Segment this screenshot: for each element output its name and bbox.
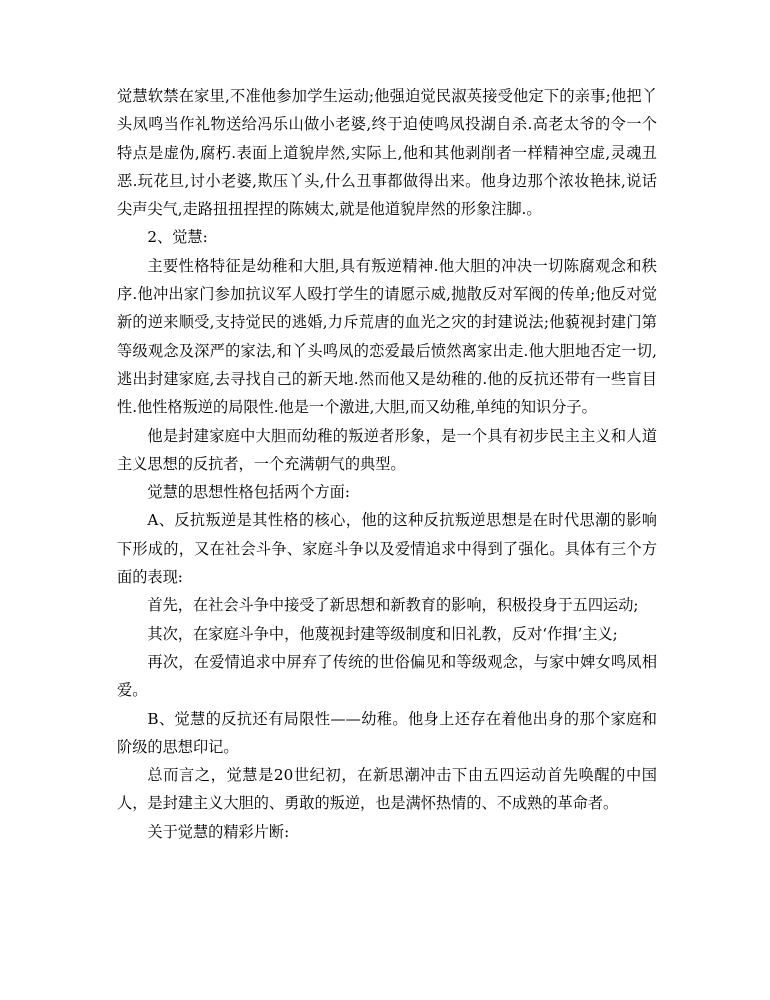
paragraph-excerpt-heading: 关于觉慧的精彩片断: bbox=[147, 822, 290, 841]
paragraph-two-aspects: 觉慧的思想性格包括两个方面: bbox=[147, 483, 350, 502]
paragraph-juehui-image: 他是封建家庭中大胆而幼稚的叛逆者形象，是一个具有初步民主主义和人道主义思想的反抗者，一个充满朝气的典型。 bbox=[117, 426, 657, 473]
paragraph-juehui-traits: 主要性格特征是幼稚和大胆,具有叛逆精神.他大胆的冲决一切陈腐观念和秩序.他冲出家门参加抗议军人殴打学生的请愿示威,抛散反对军阀的传单;他反对觉新的逆来顺受,支持觉民的逃婚,力斥荒唐的血光之灾的封建说法;他藐视封建门第等级观念及深严的家法,和丫头鸣凤的恋爱最后愤然离家出走.他大胆地否定一切,逃出封建家庭,去寻找自己的新天地.然而他又是幼稚的.他的反抗还带有一些盲目性.他性格叛逆的局限性.他是一个激进,大胆,而又幼稚,单纯的知识分子。 bbox=[117, 256, 657, 417]
paragraph-aspect-a: A、反抗叛逆是其性格的核心，他的这种反抗叛逆思想是在时代思潮的影响下形成的，又在社会斗争、家庭斗争以及爱情追求中得到了强化。具体有三个方面的表现: bbox=[117, 511, 657, 587]
paragraph-first: 首先，在社会斗争中接受了新思想和新教育的影响，积极投身于五四运动; bbox=[147, 596, 639, 615]
paragraph-second: 其次，在家庭斗争中，他蔑视封建等级制度和旧礼教，反对‘作揖’主义; bbox=[147, 624, 618, 643]
document-body bbox=[117, 82, 657, 846]
section-heading-juehui: 2、觉慧: bbox=[147, 228, 208, 247]
paragraph-gaolaotaiye-continued: 觉慧软禁在家里,不准他参加学生运动;他强迫觉民淑英接受他定下的亲事;他把丫头凤鸣当作礼物送给冯乐山做小老婆,终于迫使鸣凤投湖自杀.高老太爷的令一个特点是虚伪,腐朽.表面上道貌岸然,实际上,他和其他剥削者一样精神空虚,灵魂丑恶.玩花旦,讨小老婆,欺压丫头,什么丑事都做得出来。他身边那个浓妆艳抹,说话尖声尖气,走路扭扭捏捏的陈姨太,就是他道貌岸然的形象注脚.。 bbox=[117, 87, 657, 219]
paragraph-summary: 总而言之，觉慧是20世纪初，在新思潮冲击下由五四运动首先唤醒的中国人，是封建主义大胆的、勇敢的叛逆，也是满怀热情的、不成熟的革命者。 bbox=[117, 766, 657, 813]
paragraph-third: 再次，在爱情追求中屏弃了传统的世俗偏见和等级观念，与家中婢女鸣凤相爱。 bbox=[117, 652, 657, 700]
paragraph-aspect-b: B、觉慧的反抗还有局限性——幼稚。他身上还存在着他出身的那个家庭和阶级的思想印记。 bbox=[117, 709, 657, 756]
